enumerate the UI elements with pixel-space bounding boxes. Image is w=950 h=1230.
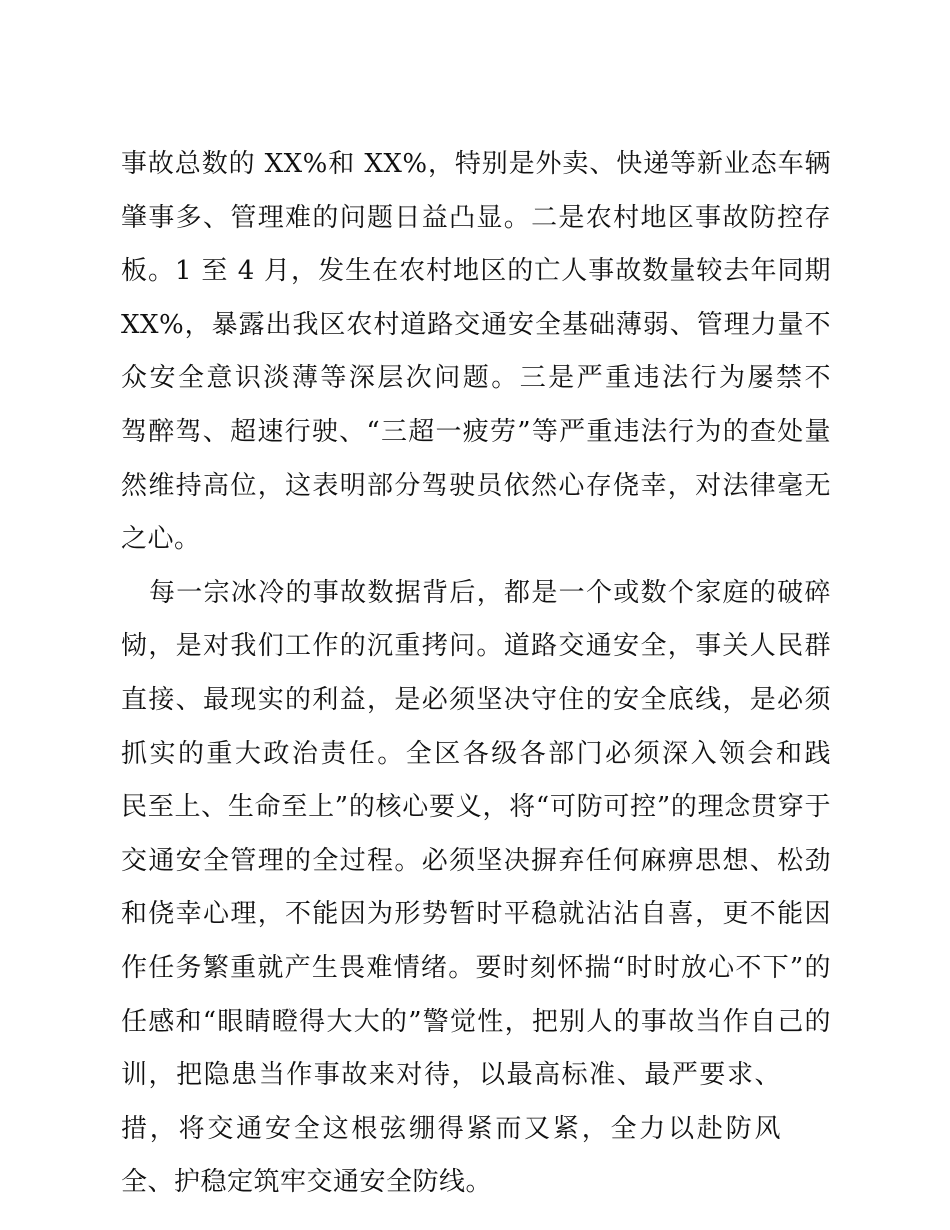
text-line: 事故总数的 XX%和 XX%，特别是外卖、快递等新业态车辆 [121, 149, 831, 179]
text-line: 众安全意识淡薄等深层次问题。三是严重违法行为屡禁不 [121, 363, 831, 394]
text-line: 交通安全管理的全过程。必须坚决摒弃任何麻痹思想、松劲 [121, 845, 831, 876]
text-line: 抓实的重大政治责任。全区各级各部门必须深入领会和践 [121, 738, 831, 769]
text-line: 作任务繁重就产生畏难情绪。要时刻怀揣“时时放心不下”的 [121, 952, 831, 983]
text-line: 直接、最现实的利益，是必须坚决守住的安全底线，是必须 [121, 684, 831, 715]
text-line: 全、护稳定筑牢交通安全防线。 [121, 1167, 493, 1198]
text-line: 肇事多、管理难的问题日益凸显。二是农村地区事故防控存 [121, 202, 831, 233]
paragraph-2 [121, 567, 831, 1210]
text-line: 每一宗冰冷的事故数据背后，都是一个或数个家庭的破碎 [149, 577, 831, 608]
text-line: 民至上、生命至上”的核心要义，将“可防可控”的理念贯穿于 [121, 792, 831, 823]
text-line: 板。1 至 4 月，发生在农村地区的亡人事故数量较去年同期 [121, 256, 831, 287]
text-line: 然维持高位，这表明部分驾驶员依然心存侥幸，对法律毫无 [121, 470, 831, 501]
body-text [121, 138, 831, 1210]
text-line: 驾醉驾、超速行驶、“三超一疲劳”等严重违法行为的查处量 [121, 416, 831, 447]
text-line: 恸，是对我们工作的沉重拷问。道路交通安全，事关人民群 [121, 631, 831, 662]
paragraph-1 [121, 138, 831, 567]
text-line: 措，将交通安全这根弦绷得紧而又紧，全力以赴防风 [121, 1113, 781, 1144]
text-line: 之心。 [121, 524, 201, 555]
text-line: 和侥幸心理，不能因为形势暂时平稳就沾沾自喜，更不能因 [121, 899, 831, 930]
text-line: XX%，暴露出我区农村道路交通安全基础薄弱、管理力量不 [121, 309, 831, 340]
text-line: 任感和“眼睛瞪得大大的”警觉性，把别人的事故当作自己的 [121, 1006, 831, 1037]
text-line: 训，把隐患当作事故来对待，以最高标准、最严要求、 [121, 1060, 781, 1091]
